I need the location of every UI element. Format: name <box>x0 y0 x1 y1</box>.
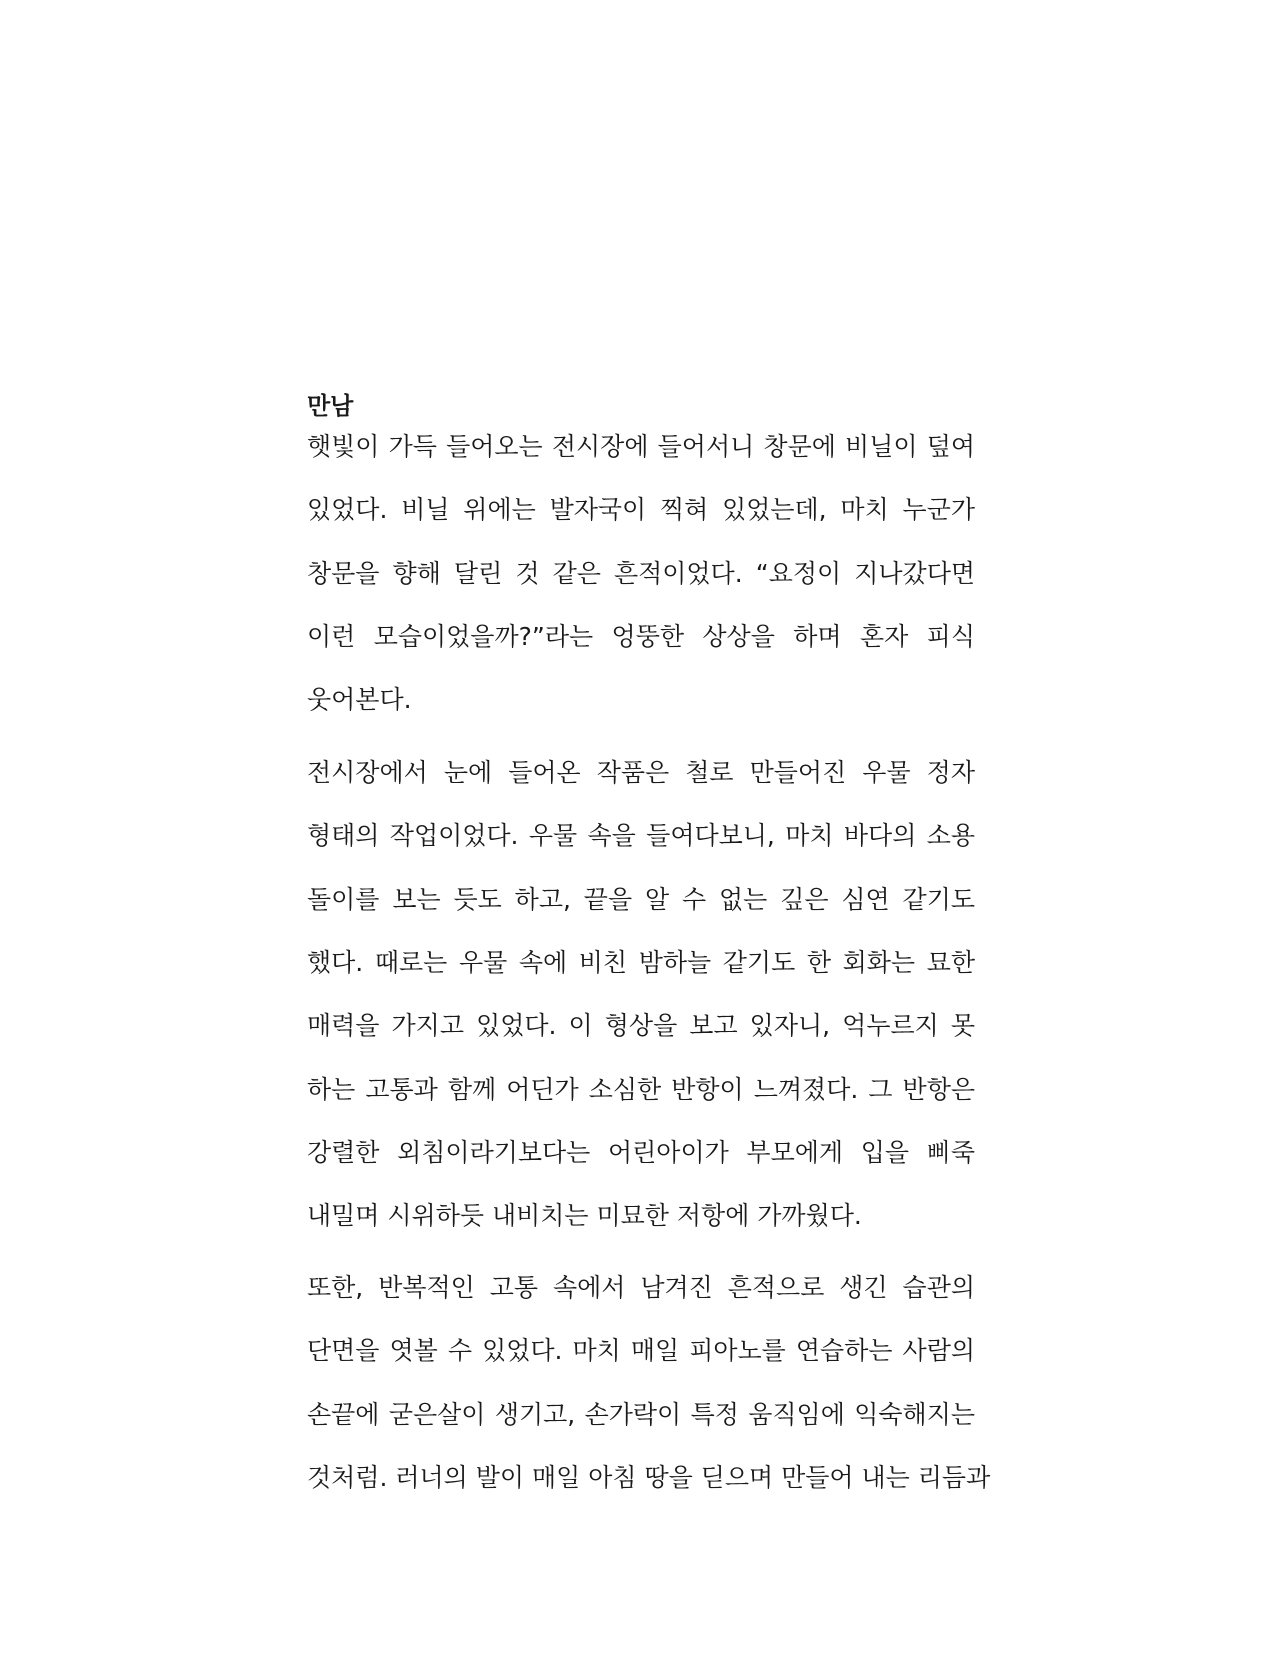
text-line: 것처럼. 러너의 발이 매일 아침 땅을 딛으며 만들어 내는 리듬과 <box>307 1462 991 1492</box>
text-line: 형태의 작업이었다. 우물 속을 들여다보니, 마치 바다의 소용 <box>307 821 975 851</box>
text-line: 있었다. 비닐 위에는 발자국이 찍혀 있었는데, 마치 누군가 <box>307 495 975 525</box>
text-line: 단면을 엿볼 수 있었다. 마치 매일 피아노를 연습하는 사람의 <box>307 1336 975 1366</box>
text-line: 돌이를 보는 듯도 하고, 끝을 알 수 없는 깊은 심연 같기도 <box>307 884 975 914</box>
text-line: 하는 고통과 함께 어딘가 소심한 반항이 느껴졌다. 그 반항은 <box>307 1074 975 1104</box>
text-line: 손끝에 굳은살이 생기고, 손가락이 특정 움직임에 익숙해지는 <box>307 1399 975 1429</box>
text-line: 매력을 가지고 있었다. 이 형상을 보고 있자니, 억누르지 못 <box>307 1011 975 1041</box>
text-line: 햇빛이 가득 들어오는 전시장에 들어서니 창문에 비닐이 덮여 <box>307 432 975 461</box>
text-line: 강렬한 외침이라기보다는 어린아이가 부모에게 입을 삐죽 <box>307 1137 975 1167</box>
text-line: 창문을 향해 달린 것 같은 흔적이었다. “요정이 지나갔다면 <box>307 558 975 588</box>
section-title: 만남 <box>307 392 354 420</box>
text-line: 내밀며 시위하듯 내비치는 미묘한 저항에 가까웠다. <box>307 1201 862 1231</box>
text-line: 전시장에서 눈에 들어온 작품은 철로 만들어진 우물 정자 <box>307 758 975 787</box>
text-line: 또한, 반복적인 고통 속에서 남겨진 흔적으로 생긴 습관의 <box>307 1273 975 1302</box>
text-line: 했다. 때로는 우물 속에 비친 밤하늘 같기도 한 회화는 묘한 <box>307 947 975 977</box>
text-line: 이런 모습이었을까?”라는 엉뚱한 상상을 하며 혼자 피식 <box>307 621 975 651</box>
text-line: 웃어본다. <box>307 685 412 715</box>
